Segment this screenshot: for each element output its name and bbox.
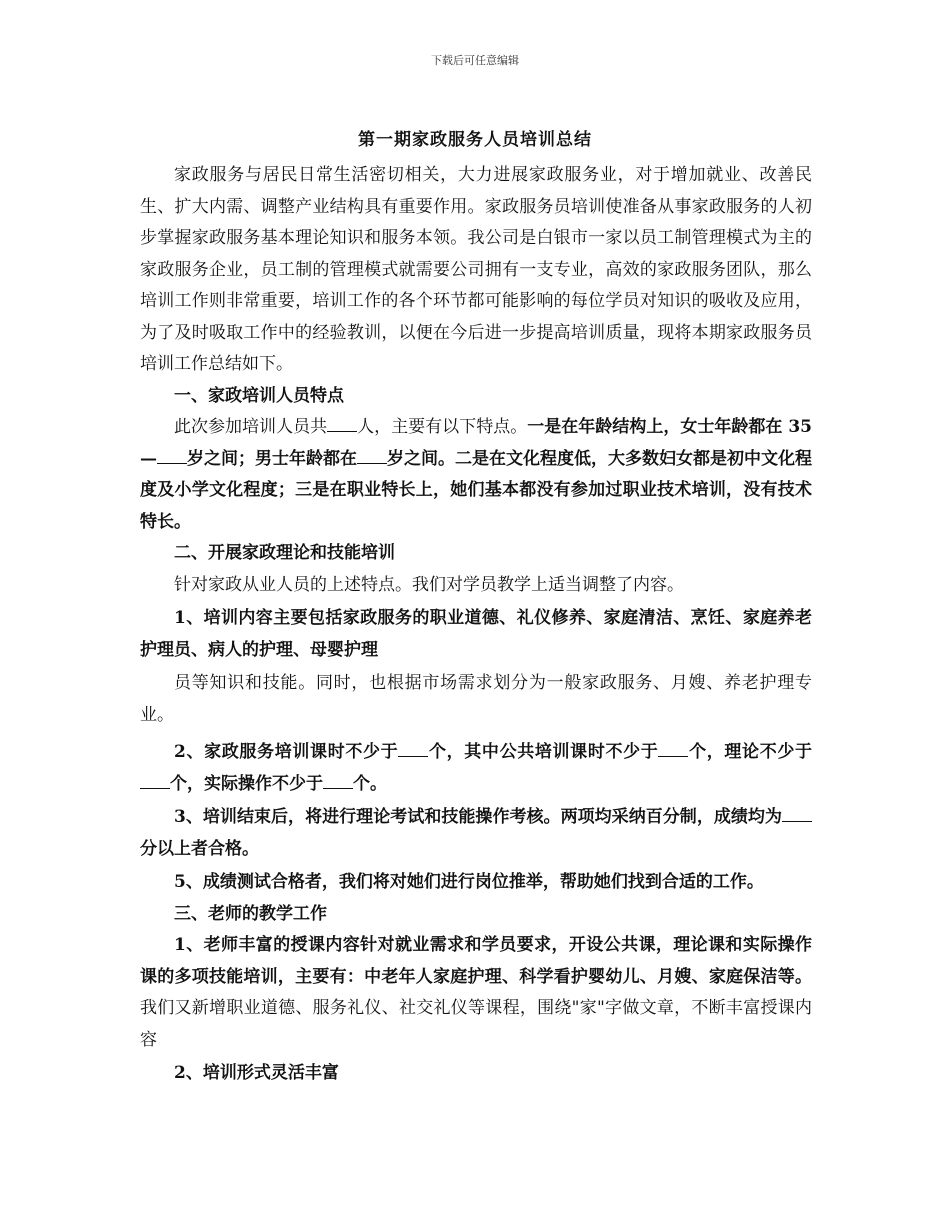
section-1-heading: 一、家政培训人员特点 [174,385,344,406]
blank-line [398,739,428,757]
document-title: 第一期家政服务人员培训总结 [358,130,592,150]
intro-paragraph: 家政服务与居民日常生活密切相关，大力进展家政服务业，对于增加就业、改善民生、扩大内需、调整产业结构具有重要作用。家政服务员培训使准备从事家政服务的人初步掌握家政服务基本理论知识和服务本领。我公司是白银市一家以员工制管理模式为主的家政服务企业，员工制的管理模式就需要公司拥有一支专业，高效的家政服务团队，那么培训工作则非常重要，培训工作的各个环节都可能影响的每位学员对知识的吸收及应用，为了及时吸取工作中的经验教训，以便在今后进一步提高培训质量，现将本期家政服务员培训工作总结如下。 [140,165,812,374]
text-segment: 我们又新增职业道德、服务礼仪、社交礼仪等课程，围绕"家"字做文章，不断丰富授课内容 [140,998,812,1050]
section-2-item-1: 1、培训内容主要包括家政服务的职业道德、礼仪修养、家庭清洁、烹饪、家庭养老护理员、病人的护理、母婴护理 [140,608,812,660]
text-segment: 个，理论不少于 [688,742,813,762]
text-segment: 1、老师丰富的授课内容针对就业需求和学员要求，开设公共课，理论课和实际操作课的多项技能培训，主要有：中老年人家庭护理、科学看护婴幼儿、月嫂、家庭保洁等。 [140,935,812,987]
blank-line [357,446,387,464]
section-2-item-3 [140,802,812,865]
section-1-paragraph [140,412,812,538]
section-2-paragraph-2: 员等知识和技能。同时，也根据市场需求划分为一般家政服务、月嫂、养老护理专业。 [140,673,812,725]
text-segment: 一是在年龄结构上，女士年龄都在 35— [140,417,813,469]
text-segment: 岁之间；男士年龄都在 [187,448,357,469]
section-2-item-5: 5、成绩测试合格者，我们将对她们进行岗位推举，帮助她们找到合适的工作。 [174,872,764,892]
document-body [140,160,812,1090]
text-segment: 3、培训结束后，将进行理论考试和技能操作考核。两项均采纳百分制，成绩均为 [174,807,782,827]
section-3-item-2: 2、培训形式灵活丰富 [174,1063,339,1083]
blank-line [140,771,170,789]
blank-line [157,446,187,464]
section-2-paragraph-1: 针对家政从业人员的上述特点。我们对学员教学上适当调整了内容。 [174,574,684,595]
blank-line [323,771,353,789]
section-3-paragraph-1 [140,930,812,1056]
section-3-heading: 三、老师的教学工作 [174,903,327,924]
text-segment: 2、家政服务培训课时不少于 [174,742,399,762]
section-2-item-2 [140,737,812,800]
blank-line [782,804,812,822]
text-segment: 个。 [353,773,387,794]
text-segment: 此次参加培训人员共 [174,417,328,437]
text-segment: 分以上者合格。 [140,838,259,859]
text-segment: 个，实际操作不少于 [170,773,323,794]
text-segment: 岁之间。二是在文化程度低，大多数妇女都是初中文化程度及小学文化程度；三是在职业特长上，她们基本都没有参加过职业技术培训，没有技术特长。 [140,448,812,532]
text-segment: 个，其中公共培训课时不少于 [428,742,659,762]
text-segment: 人，主要有以下特点。 [357,417,528,437]
blank-line [327,414,357,432]
section-2-heading: 二、开展家政理论和技能培训 [174,543,395,563]
page-header: 下载后可任意编辑 [431,54,519,67]
blank-line [658,739,688,757]
